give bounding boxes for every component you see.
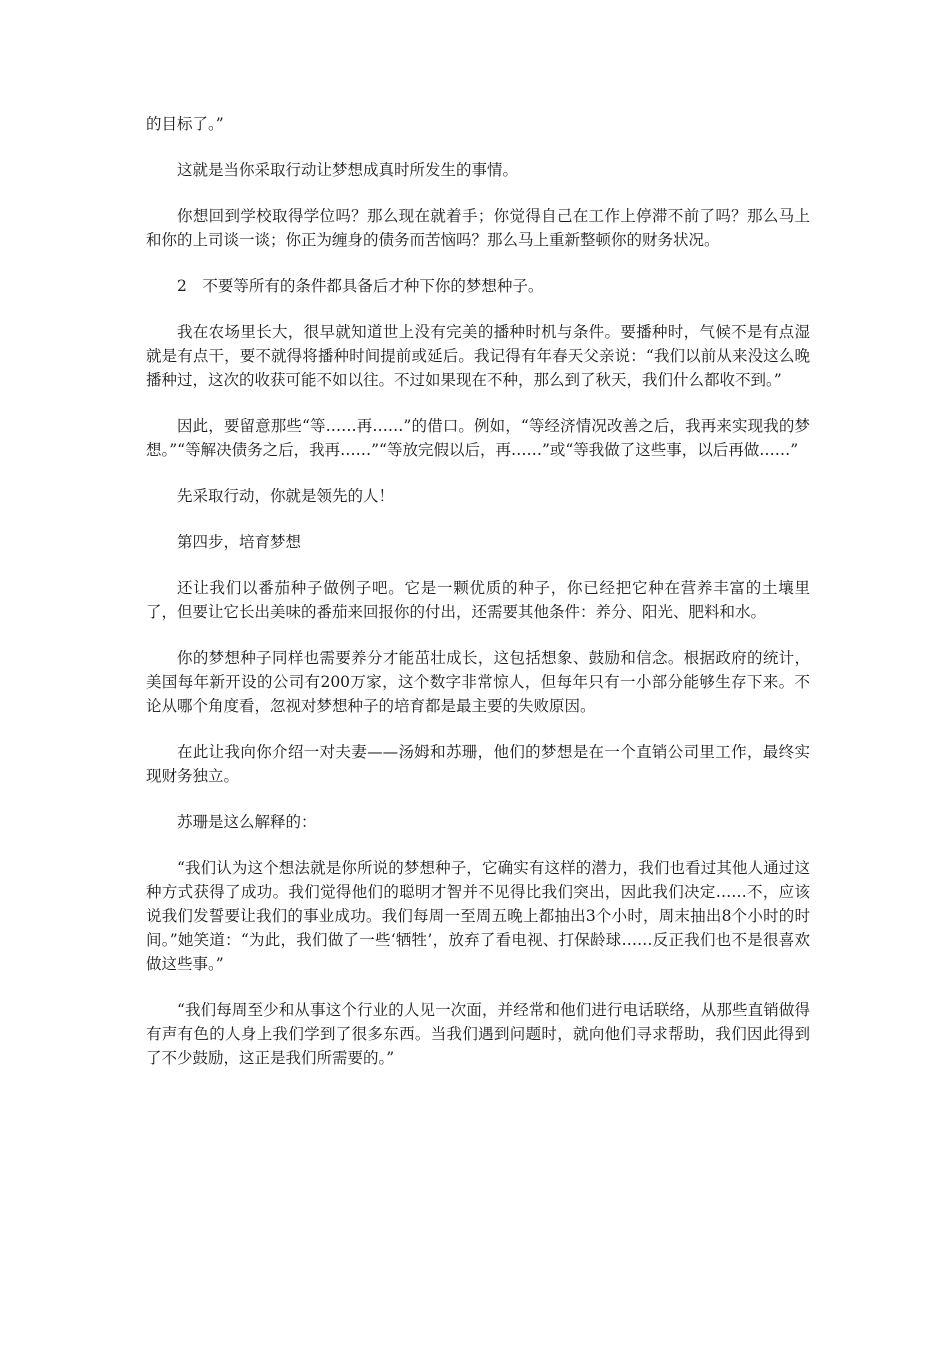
paragraph-9: 还让我们以番茄种子做例子吧。它是一颗优质的种子，你已经把它种在营养丰富的土壤里了，但要让它长出美味的番茄来回报你的付出，还需要其他条件：养分、阳光、肥料和水。 (146, 579, 810, 621)
paragraph-7: 先采取行动，你就是领先的人！ (177, 487, 395, 505)
paragraph-14: “我们每周至少和从事这个行业的人见一次面，并经常和他们进行电话联络，从那些直销做得有声有色的人身上我们学到了很多东西。当我们遇到问题时，就向他们寻求帮助，我们因此得到了不少鼓励，这正是我们所需要的。” (146, 1001, 810, 1067)
paragraph-11: 在此让我向你介绍一对夫妻——汤姆和苏珊，他们的梦想是在一个直销公司里工作，最终实现财务独立。 (146, 743, 810, 785)
document-page (146, 112, 810, 1092)
paragraph-1: 的目标了。” (146, 115, 224, 133)
section-heading-2: 2 不要等所有的条件都具备后才种下你的梦想种子。 (177, 277, 544, 295)
paragraph-10: 你的梦想种子同样也需要养分才能茁壮成长，这包括想象、鼓励和信念。根据政府的统计，美国每年新开设的公司有200万家，这个数字非常惊人，但每年只有一小部分能够生存下来。不论从哪个角度看，忽视对梦想种子的培育都是最主要的失败原因。 (146, 649, 810, 715)
paragraph-13: “我们认为这个想法就是你所说的梦想种子，它确实有这样的潜力，我们也看过其他人通过这种方式获得了成功。我们觉得他们的聪明才智并不见得比我们突出，因此我们决定……不，应该说我们发誓要让我们的事业成功。我们每周一至周五晚上都抽出3个小时，周末抽出8个小时的时间。”她笑道：“为此，我们做了一些‘牺牲’，放弃了看电视、打保龄球……反正我们也不是很喜欢做这些事。” (146, 859, 810, 973)
paragraph-2: 这就是当你采取行动让梦想成真时所发生的事情。 (177, 161, 519, 179)
paragraph-6: 因此，要留意那些“等……再……”的借口。例如，“等经济情况改善之后，我再来实现我的梦想。”“等解决债务之后，我再……”“等放完假以后，再……”或“等我做了这些事，以后再做……” (146, 417, 810, 459)
paragraph-3: 你想回到学校取得学位吗？那么现在就着手；你觉得自己在工作上停滞不前了吗？那么马上和你的上司谈一谈；你正为缠身的债务而苦恼吗？那么马上重新整顿你的财务状况。 (146, 207, 810, 249)
section-heading-step-4: 第四步，培育梦想 (177, 533, 302, 551)
paragraph-12: 苏珊是这么解释的： (177, 813, 317, 831)
paragraph-5: 我在农场里长大，很早就知道世上没有完美的播种时机与条件。要播种时，气候不是有点湿就是有点干，要不就得将播种时间提前或延后。我记得有年春天父亲说：“我们以前从来没这么晚播种过，这次的收获可能不如以往。不过如果现在不种，那么到了秋天，我们什么都收不到。” (146, 323, 810, 389)
